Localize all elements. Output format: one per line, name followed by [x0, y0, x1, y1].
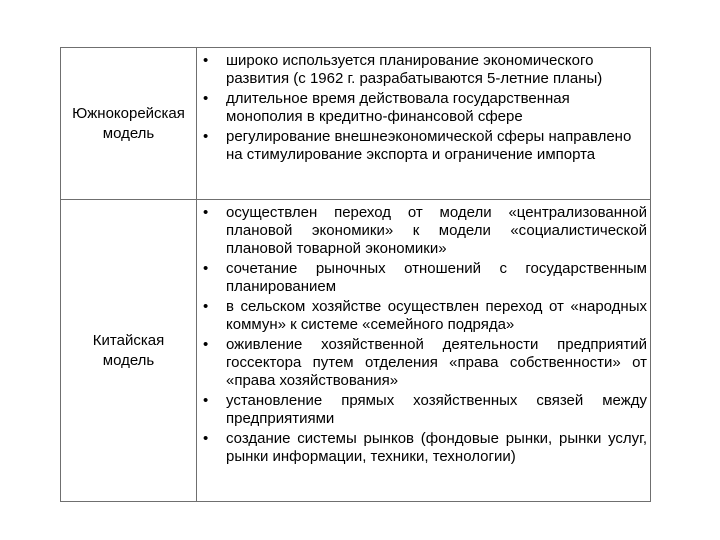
model-name-cell	[61, 200, 197, 502]
bullet-icon: •	[203, 298, 209, 315]
list-item	[203, 204, 647, 258]
feature-list-china	[197, 200, 650, 466]
list-item	[203, 260, 647, 296]
bullet-icon: •	[203, 90, 209, 107]
feature-list-south-korea	[197, 48, 650, 164]
feature-text: в сельском хозяйстве осуществлен переход от «народных коммун» к системе «семейного подряда»	[226, 298, 647, 333]
feature-text: создание системы рынков (фондовые рынки, рынки услуг, рынки информации, техники, технологии)	[226, 430, 647, 465]
list-item	[203, 336, 647, 390]
table-row-south-korea	[61, 48, 651, 200]
table-row-china	[61, 200, 651, 502]
feature-text: оживление хозяйственной деятельности предприятий госсектора путем отделения «права собственности» от «права хозяйствования»	[226, 336, 647, 389]
feature-text: длительное время действовала государственная монополия в кредитно-финансовой сфере	[226, 90, 570, 125]
bullet-icon: •	[203, 336, 209, 353]
bullet-icon: •	[203, 430, 209, 447]
feature-text: широко используется планирование экономического развития (с 1962 г. разрабатываются 5-летние планы)	[226, 52, 603, 87]
list-item	[203, 392, 647, 428]
model-features-cell	[197, 200, 651, 502]
bullet-icon: •	[203, 52, 209, 69]
model-features-cell	[197, 48, 651, 200]
feature-text: установление прямых хозяйственных связей между предприятиями	[226, 392, 647, 427]
list-item	[203, 430, 647, 466]
bullet-icon: •	[203, 260, 209, 277]
bullet-icon: •	[203, 392, 209, 409]
list-item	[203, 52, 647, 88]
feature-text: регулирование внешнеэкономической сферы направлено на стимулирование экспорта и ограничение импорта	[226, 128, 632, 163]
feature-text: сочетание рыночных отношений с государственным планированием	[226, 260, 647, 295]
economic-models-table	[60, 47, 651, 502]
list-item	[203, 128, 647, 164]
bullet-icon: •	[203, 204, 209, 221]
model-name-china: Китайская модель	[92, 331, 165, 369]
model-name-south-korea: Южнокорейская модель	[72, 104, 185, 142]
model-name-cell	[61, 48, 197, 200]
feature-text: осуществлен переход от модели «централизованной плановой экономики» к модели «социалистической плановой товарной экономики»	[226, 204, 647, 257]
bullet-icon: •	[203, 128, 209, 145]
list-item	[203, 90, 647, 126]
list-item	[203, 298, 647, 334]
